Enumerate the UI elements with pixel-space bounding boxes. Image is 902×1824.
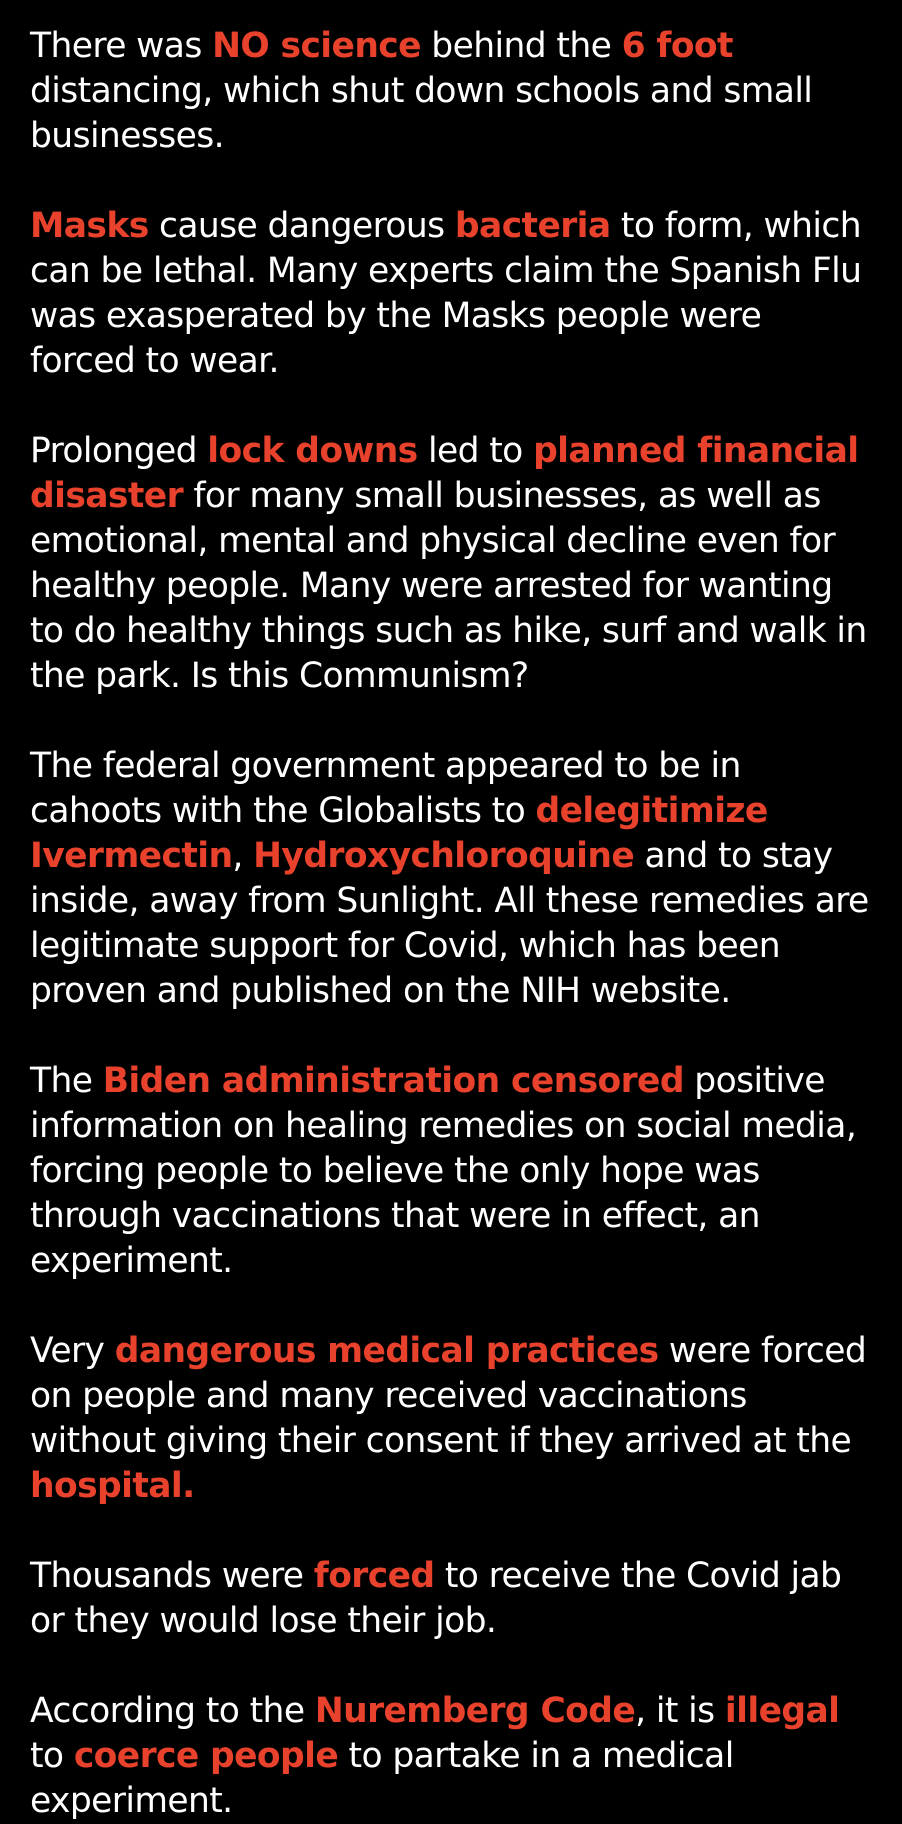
body-text: were forced on people and many received vaccinations without giving their consent if they arrived at the xyxy=(30,1331,867,1461)
highlighted-text: Nuremberg Code xyxy=(314,1691,636,1731)
highlighted-text: delegitimize Ivermectin xyxy=(30,791,768,876)
paragraph-5 xyxy=(30,1059,876,1284)
highlighted-text: illegal xyxy=(724,1691,840,1731)
body-text: to receive the Covid jab or they would lose their job. xyxy=(30,1556,842,1641)
highlighted-text: forced xyxy=(313,1556,435,1596)
document-body xyxy=(30,24,876,1824)
paragraph-8 xyxy=(30,1689,876,1824)
body-text: to xyxy=(30,1736,74,1776)
body-text: The federal government appeared to be in cahoots with the Globalists to xyxy=(30,746,741,831)
highlighted-text: Hydroxychloroquine xyxy=(253,836,635,876)
paragraph-7 xyxy=(30,1554,876,1644)
body-text: The xyxy=(30,1061,103,1101)
highlighted-text: lock downs xyxy=(207,431,418,471)
body-text: for many small businesses, as well as emotional, mental and physical decline even for healthy people. Many were arrested for wanting to do healthy things such as hike, surf and walk in the park. Is this Communism? xyxy=(30,476,867,696)
body-text: led to xyxy=(417,431,534,471)
body-text: , xyxy=(232,836,254,876)
highlighted-text: NO science xyxy=(212,26,421,66)
highlighted-text: Masks xyxy=(30,206,149,246)
body-text: behind the xyxy=(420,26,622,66)
body-text: to partake in a medical experiment. xyxy=(30,1736,734,1821)
body-text: Very xyxy=(30,1331,115,1371)
highlighted-text: planned financial disaster xyxy=(30,431,859,516)
body-text: Thousands were xyxy=(30,1556,314,1596)
paragraph-3 xyxy=(30,429,876,699)
paragraph-4 xyxy=(30,744,876,1014)
highlighted-text: hospital. xyxy=(30,1466,195,1506)
paragraph-1 xyxy=(30,24,876,159)
highlighted-text: dangerous medical practices xyxy=(114,1331,659,1371)
body-text: positive information on healing remedies on social media, forcing people to believe the only hope was through vaccinations that were in effect, an experiment. xyxy=(30,1061,857,1281)
paragraph-2 xyxy=(30,204,876,384)
body-text: and to stay inside, away from Sunlight. All these remedies are legitimate support for Covid, which has been proven and published on the NIH website. xyxy=(30,836,869,1011)
body-text: , it is xyxy=(635,1691,725,1731)
paragraph-6 xyxy=(30,1329,876,1509)
highlighted-text: coerce people xyxy=(73,1736,339,1776)
body-text: to form, which can be lethal. Many experts claim the Spanish Flu was exasperated by the Masks people were forced to wear. xyxy=(30,206,862,381)
highlighted-text: Biden administration censored xyxy=(102,1061,684,1101)
highlighted-text: 6 foot xyxy=(621,26,733,66)
body-text: distancing, which shut down schools and small businesses. xyxy=(30,71,813,156)
body-text: cause dangerous xyxy=(148,206,455,246)
body-text: According to the xyxy=(30,1691,315,1731)
highlighted-text: bacteria xyxy=(454,206,611,246)
body-text: There was xyxy=(30,26,213,66)
body-text: Prolonged xyxy=(30,431,208,471)
